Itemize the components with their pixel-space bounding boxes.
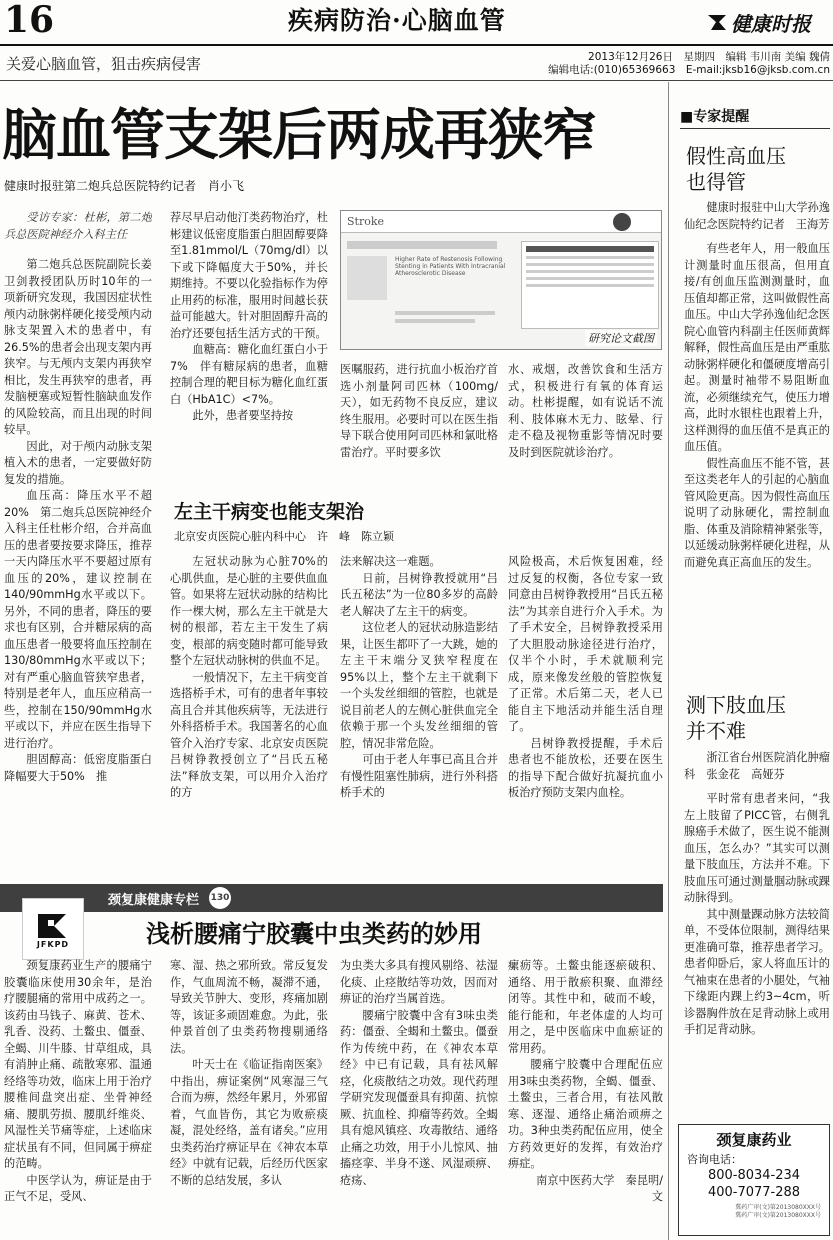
third-paragraph: 寒、湿、热之邪所致。常反复发作，气血周流不畅，凝滞不通，导致关节肿大、变形，疼痛加剧等，该证多顽固难愈。为此，张仲景首创了虫类药物搜剔通络法。 (170, 959, 328, 1055)
second-headline: 左主干病变也能支架治 (174, 501, 365, 523)
second-col-2 (340, 554, 498, 884)
sidebar-a2-title-line: 测下肢血压 (686, 693, 786, 717)
column-banner-number: 130 (209, 887, 231, 909)
sidebar-a2-title-line: 并不难 (686, 719, 746, 743)
main-paragraph: 此外，患者要坚持按 (192, 409, 294, 422)
sidebar-a2-body (684, 750, 830, 1112)
sidebar-a1-title-line: 也得管 (686, 170, 746, 194)
paper-logo (705, 8, 811, 36)
header-meta-line2: 编辑电话:(010)65369663 E-mail:jksb16@jksb.com.cn (548, 64, 830, 76)
third-paragraph: 瘰疬等。土鳖虫能逐瘀破积、通络、用于散瘀积聚、血滞经闭等。其性中和，破而不峻，能行能和，年老体虚的人均可用之，是中医临床中血瘀证的常用药。 (508, 959, 663, 1055)
sidebar-a1-paragraph: 假性高血压不能不管，甚至这类老年人的引起的心脑血管风险更高。因为假性高血压说明了动脉硬化，需控制血脂、体重及消除精神紧张等，以延缓动脉粥样硬化进程，从而避免真正高血压的发生。 (684, 456, 830, 569)
second-col-1 (170, 554, 328, 884)
main-expert-note: 受访专家：杜彬，第二炮兵总医院神经介入科主任 (4, 211, 152, 241)
screenshot-caption: 研究论文截图 (585, 330, 657, 346)
second-paragraph: 法来解决这一难题。 (340, 555, 441, 568)
second-paragraph: 左冠状动脉为心脏70%的心肌供血，是心脏的主要供血血管。如果将左冠状动脉的结构比作一棵大树，那么左主干就是大树的根部，若左主干发生了病变，根部的病变随时都可能导致整个左冠状动脉树的供血不足。 (170, 555, 328, 667)
jfkpd-logo-icon (36, 910, 70, 940)
main-col-1 (4, 210, 152, 872)
column-banner-label: 颈复康健康专栏 (108, 892, 200, 908)
main-paragraph: 水、戒烟，改善饮食和生活方式，积极进行有氧的体育运动。杜彬提醒，如有说话不流利、肢体麻木无力、眩晕、行走不稳及视物重影等情况时要及时到医院就诊治疗。 (508, 363, 663, 459)
header-slogan: 关爱心脑血管，狙击疾病侵害 (6, 55, 202, 73)
column-banner (0, 884, 663, 912)
second-paragraph: 可由于老人年事已高且合并有慢性阻塞性肺病，进行外科搭桥手术的 (340, 753, 498, 799)
ad-company: 颈复康药业 (716, 1131, 792, 1149)
sidebar-label: ■专家提醒 (680, 109, 750, 125)
sidebar-a2-paragraph: 平时常有患者来问，“我左上肢留了PICC管，右侧乳腺癌手术做了，医生说不能测血压，怎么办？”其实可以测量下肢血压，方法并不难。下肢血压可通过测量腘动脉或踝动脉得到。 (684, 792, 830, 904)
ad-hotline-label: 咨询电话： (687, 1153, 742, 1166)
third-paragraph: 腰痛宁胶囊中含有3味虫类药：僵蚕、全蝎和土鳖虫。僵蚕作为传统中药，在《神农本草经》中已有记载，具有祛风解痉，化痰散结之功效。现代药理学研究发现僵蚕具有抑菌、抗惊厥、抗血栓、抑瘤等药效。全蝎具有熄风镇痉、攻毒散结、通络止痛之功效，用于小儿惊风、抽搐痉挛、半身不遂、风湿顽痹、疮疡、 (340, 1008, 498, 1187)
third-paragraph: 叶天士在《临证指南医案》中指出，痹证案例“风寒湿三气合而为痹，然经年累月，外邪留着，气血皆伤，其它为败瘀痰凝，混处经络，盖有诸矣。”应用虫类药治疗痹证早在《神农本草经》中就有记载，后经历代医家不断的总结发展，多认 (170, 1058, 328, 1187)
research-paper-screenshot (340, 210, 662, 350)
main-paragraph: 第二炮兵总医院副院长姜卫剑教授团队历时10年的一项新研究发现，我国因症状性颅内动脉粥样硬化接受颅内动脉支架置入术的患者中，有26.5%的患者会出现支架内再狭窄。与无颅内支架内再狭窄相比，发生再狭窄的患者，再发脑梗塞或短暂性脑缺血发作的风险较高，而且出现的时间较早。 (4, 258, 152, 436)
sidebar-ad (678, 1124, 830, 1236)
main-paragraph: 医嘱服药，进行抗血小板治疗首选小剂量阿司匹林（100mg/天），如无药物不良反应，建议终生服用。必要时可以在医生指导下联合使用阿司匹林和氯吡格雷治疗。平时要多饮 (340, 363, 498, 459)
second-col-3 (508, 554, 663, 884)
second-paragraph: 风险极高，术后恢复困难，经过反复的权衡，各位专家一致同意由吕树铮教授用“吕氏五秘法”为其亲自进行介入手术。为了手术安全，吕树铮教授采用了大胆股动脉途径进行治疗，仅半个小时，手术就顺利完成，原来像发丝般的管腔恢复了正常。术后第二天，老人已能自主下地活动并能生活自理了。 (508, 555, 663, 733)
third-col-4 (508, 958, 663, 1240)
paper-logo-text: 健康时报 (731, 11, 811, 36)
jfkpd-logo-text: JFKPD (36, 939, 70, 949)
third-paragraph: 中医学认为，痹证是由于正气不足，受风、 (4, 1173, 152, 1203)
second-byline: 北京安贞医院心脏内科中心 许 峰 陈立颖 (174, 530, 394, 543)
second-paragraph: 一般情况下，左主干病变首选搭桥手术，可有的患者年事较高且合并其他疾病等，无法进行外科搭桥手术。我国著名的心血管介入治疗专家、北京安贞医院吕树铮教授创立了“吕氏五秘法”释放支架，可以用介入治疗的方 (170, 670, 328, 799)
main-col-2 (170, 210, 328, 482)
journal-name: Stroke (347, 215, 385, 228)
second-paragraph: 吕树铮教授提醒，手术后患者也不能放松，还要在医生的指导下配合做好抗凝抗血小板治疗预防支架内血栓。 (508, 736, 663, 799)
main-paragraph: 血糖高：糖化血红蛋白小于7% 伴有糖尿病的患者，血糖控制合理的靶目标为糖化血红蛋白（HbA1C）<7%。 (170, 343, 328, 406)
paper-logo-mark (705, 10, 729, 34)
main-byline: 健康时报驻第二炮兵总医院特约记者 肖小飞 (4, 179, 245, 193)
sidebar-a1-paragraph: 有些老年人，用一般血压计测量时血压很高，但用直接/有创血压监测测量时，血压值却都正常，这叫做假性高血压。中山大学孙逸仙纪念医院心血管内科副主任医师黄辉解释，假性高血压是由严重肱动脉粥样硬化和僵硬度增高引起。测量时袖带不易阻断血流，必须继续充气，使压力增高，此时水银柱也跟着上升，这样测得的血压值不是真正的血压值。 (684, 242, 830, 453)
main-col-4 (508, 362, 663, 484)
page-number: 16 (4, 0, 55, 41)
second-paragraph: 日前，吕树铮教授就用“吕氏五秘法”为一位80多岁的高龄老人解决了左主干的病变。 (340, 571, 498, 618)
sidebar-a1-byline: 健康时报驻中山大学孙逸仙纪念医院特约记者 王海芳 (684, 201, 830, 231)
sidebar-a1-title (686, 143, 786, 195)
third-col-1 (4, 958, 152, 1240)
ad-phone-2: 400-7077-288 (707, 1185, 801, 1200)
main-paragraph: 因此，对于颅内动脉支架植入术的患者，一定要做好防复发的措施。 (4, 439, 152, 486)
third-author: 南京中医药大学 秦昆明/文 (536, 1173, 663, 1203)
header-meta-line1: 2013年12月26日 星期四 编辑 韦川南 美编 魏倩 (588, 51, 830, 63)
ad-phone-1: 800-8034-234 (707, 1168, 801, 1183)
jfkpd-logo (22, 898, 84, 960)
main-paragraph: 血压高：降压水平不超20% 第二炮兵总医院神经介入科主任杜彬介绍，合并高血压的患者要按要求降压，推荐一天内降压水平不要超过原有血压的20%，建议控制在140/90mmHg水平或以下。另外，不同的患者，降压的要求也有区别，合并糖尿病的高血压患者一般要将血压控制在130/80mmHg水平或以下；对有严重心脑血管狭窄患者，特别是老年人，血压应稍高一些，控制在150/90mmHg水平或以下，并应在医生指导下进行治疗。 (4, 489, 152, 750)
third-paragraph: 颈复康药业生产的腰痛宁胶囊临床使用30余年，是治疗腰腿痛的常用中成药之一。该药由马钱子、麻黄、苍术、乳香、没药、土鳖虫、僵蚕、全蝎、川牛膝、甘草组成，具有消肿止痛、疏散寒邪、温通经络等功效，临床上用于治疗腰椎间盘突出症、坐骨神经痛、腰肌劳损、腰肌纤维炎、风湿性关节痛等症，上述临床症状虽有不同，但同属于痹症的范畴。 (4, 959, 152, 1170)
paper-title-snippet: Higher Rate of Restenosis Following Stenting in Patients With Intracranial Atherosclerotic Disease (395, 256, 506, 277)
section-title: 疾病防治·心脑血管 (288, 6, 506, 35)
third-headline: 浅析腰痛宁胶囊中虫类药的妙用 (146, 919, 482, 948)
sidebar-a2-byline: 浙江省台州医院消化肿瘤科 张金花 高娅芬 (684, 751, 830, 781)
sidebar-a1-body (684, 200, 830, 672)
main-headline: 脑血管支架后两成再狭窄 (2, 102, 597, 167)
ad-fine-print: 冀药广审(文)第2013080XXX号 (735, 1204, 821, 1211)
third-paragraph: 为虫类大多具有搜风剔络、祛湿化痰、止痉散结等功效，因而对痹证的治疗当属首选。 (340, 959, 498, 1005)
sidebar-a2-title (686, 692, 786, 744)
main-col-3 (340, 362, 498, 484)
sidebar-a1-title-line: 假性高血压 (686, 144, 786, 168)
third-paragraph: 腰痛宁胶囊中合理配伍应用3味虫类药物，全蝎、僵蚕、土鳖虫，三者合用，有祛风散寒、逐湿、通络止痛治顽痹之功。3种虫类药配伍应用，使全方药效更好的发挥，有效治疗痹症。 (508, 1058, 663, 1170)
main-paragraph: 荐尽早启动他汀类药物治疗，杜彬建议低密度脂蛋白胆固醇要降至1.81mmol/L（70mg/dl）以下或下降幅度大于50%，并长期维持。不要以化验指标作为停止用药的标准，服用时间越长获益可能越大。针对胆固醇升高的治疗还要包括生活方式的干预。 (170, 211, 328, 340)
third-col-2 (170, 958, 328, 1240)
main-paragraph: 胆固醇高：低密度脂蛋白降幅要大于50% 推 (4, 753, 152, 783)
sidebar-divider (668, 82, 669, 1240)
ad-fine-print: 冀药广审(文)第2013080XXX号 (735, 1212, 821, 1219)
third-col-3 (340, 958, 498, 1240)
sidebar-a2-paragraph: 其中测量踝动脉方法较简单，不受体位限制，测得结果更准确可靠，推荐患者学习。患者仰卧后，家人将血压计的气袖束在患者的小腿处，气袖下缘距内踝上约3~4cm，听诊器胸件放在足背动脉上或用手扪足背动脉。 (684, 907, 830, 1036)
second-paragraph: 这位老人的冠状动脉造影结果，让医生都吓了一大跳，她的左主干末端分叉狭窄程度在95%以上，整个左主干就剩下一个头发丝细细的管腔，也就是说目前老人的左侧心脏供血完全依赖于那一个头发丝细细的管腔，情况非常危险。 (340, 621, 498, 750)
